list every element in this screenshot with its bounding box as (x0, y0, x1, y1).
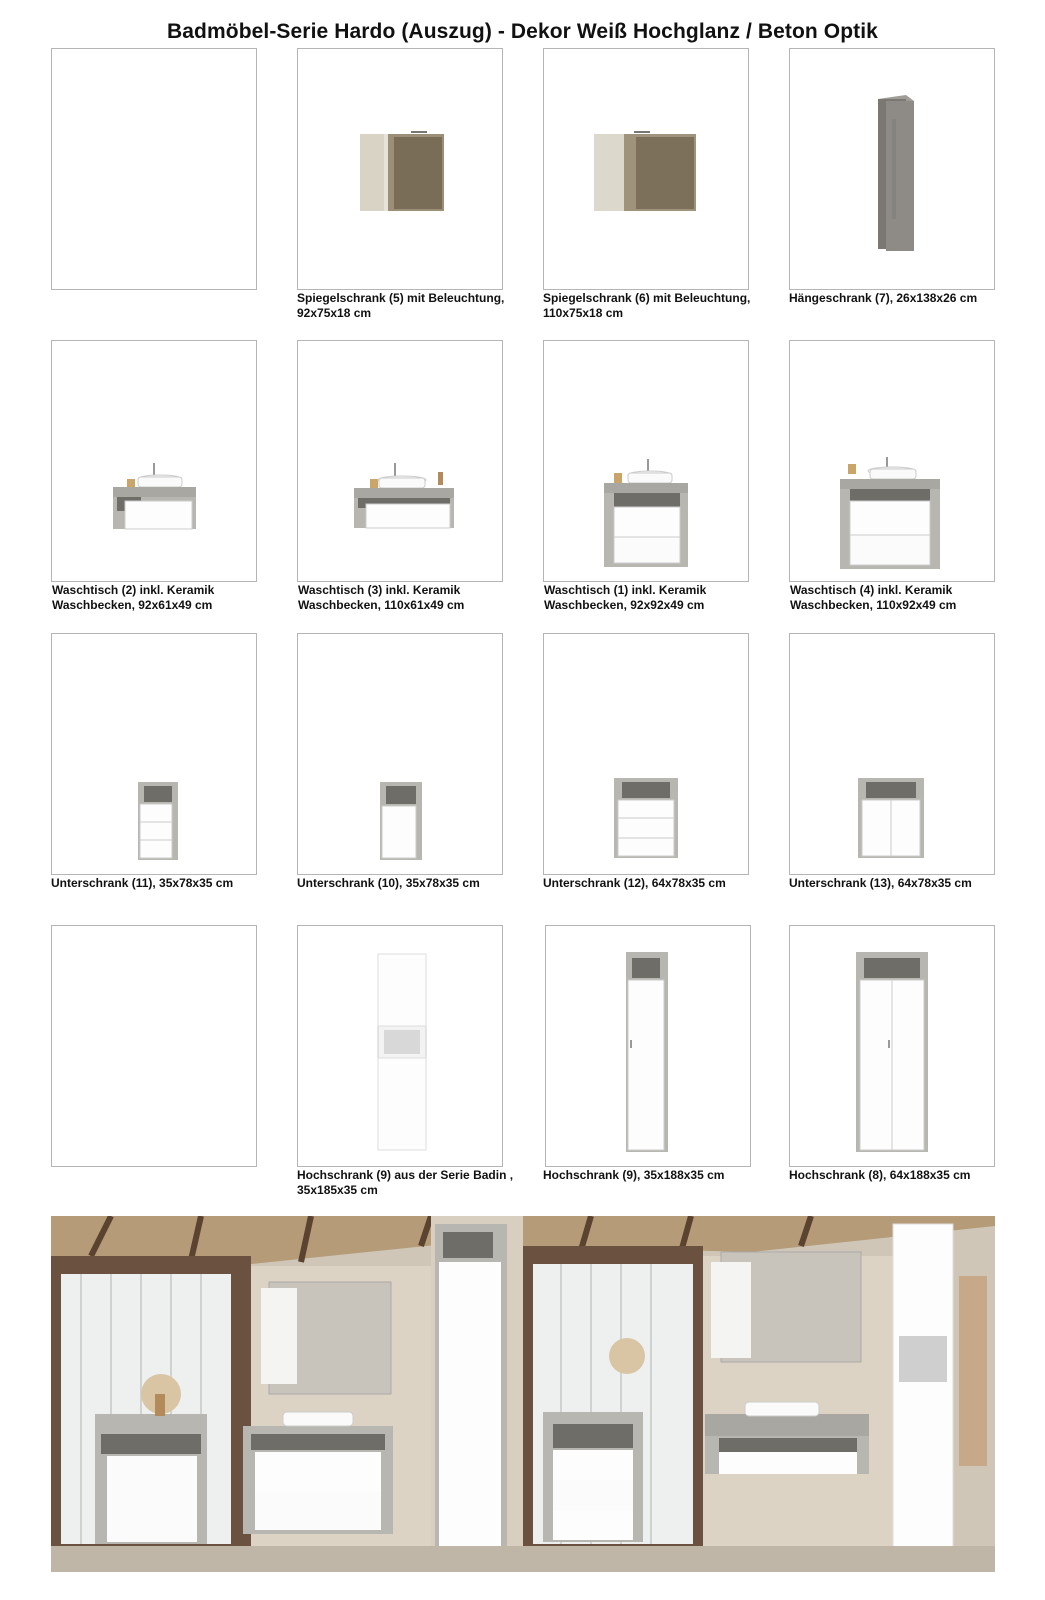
product-caption: Waschtisch (1) inkl. Keramik Waschbecken, 92x92x49 cm (544, 583, 707, 612)
product-image-base-cabinet-10[interactable] (297, 633, 503, 875)
product-image-base-cabinet-11[interactable] (51, 633, 257, 875)
product-image-tall-cabinet-9[interactable] (545, 925, 751, 1167)
product-image-base-cabinet-13[interactable] (789, 633, 995, 875)
product-image-empty (51, 925, 257, 1167)
bathroom-interior-photo (51, 1216, 995, 1572)
product-image-vanity-3[interactable] (297, 340, 503, 582)
product-caption: Unterschrank (12), 64x78x35 cm (543, 876, 726, 890)
product-caption: Waschtisch (4) inkl. Keramik Waschbecken, 110x92x49 cm (790, 583, 957, 612)
product-image-base-cabinet-12[interactable] (543, 633, 749, 875)
product-image-wall-cabinet-7[interactable] (789, 48, 995, 290)
product-caption: Spiegelschrank (5) mit Beleuchtung, 92x75x18 cm (297, 291, 505, 320)
page-title: Badmöbel-Serie Hardo (Auszug) - Dekor Weiß Hochglanz / Beton Optik (167, 20, 878, 43)
product-caption: Waschtisch (2) inkl. Keramik Waschbecken, 92x61x49 cm (52, 583, 215, 612)
product-caption: Spiegelschrank (6) mit Beleuchtung, 110x75x18 cm (543, 291, 751, 320)
product-caption: Hochschrank (9), 35x188x35 cm (543, 1168, 725, 1182)
product-caption: Hängeschrank (7), 26x138x26 cm (789, 291, 978, 305)
product-image-vanity-1[interactable] (543, 340, 749, 582)
product-image-empty (51, 48, 257, 290)
product-image-mirror-cabinet-6[interactable] (543, 48, 749, 290)
product-image-vanity-4[interactable] (789, 340, 995, 582)
product-image-tall-cabinet-8[interactable] (789, 925, 995, 1167)
product-image-tall-cabinet-badin[interactable] (297, 925, 503, 1167)
product-caption: Unterschrank (13), 64x78x35 cm (789, 876, 972, 890)
product-caption: Waschtisch (3) inkl. Keramik Waschbecken, 110x61x49 cm (298, 583, 465, 612)
product-caption: Unterschrank (11), 35x78x35 cm (51, 876, 234, 890)
product-caption: Unterschrank (10), 35x78x35 cm (297, 876, 480, 890)
product-caption: Hochschrank (8), 64x188x35 cm (789, 1168, 971, 1182)
product-image-vanity-2[interactable] (51, 340, 257, 582)
product-caption: Hochschrank (9) aus der Serie Badin , 35x185x35 cm (297, 1168, 514, 1197)
product-image-mirror-cabinet-5[interactable] (297, 48, 503, 290)
